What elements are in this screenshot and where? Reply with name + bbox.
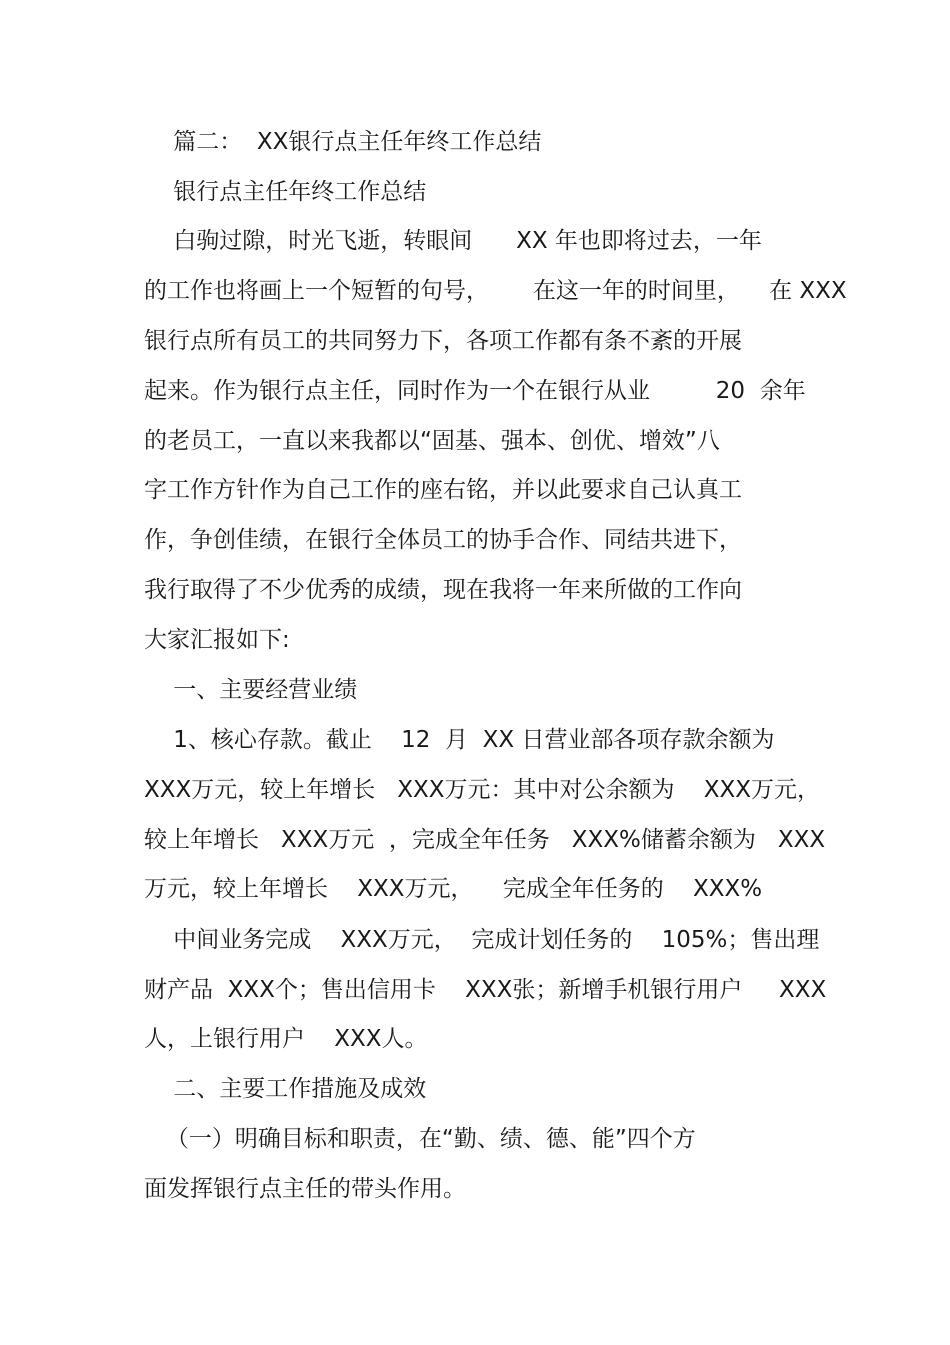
section-heading-1: 一、主要经营业绩 — [144, 677, 358, 703]
paragraph-line: 白驹过隙，时光飞逝，转眼间 XX 年也即将过去，一年 — [144, 228, 762, 254]
paragraph-line: 大家汇报如下: — [144, 627, 290, 653]
paragraph-line: 面发挥银行点主任的带头作用。 — [144, 1176, 466, 1202]
paragraph-line: 万元，较上年增长 XXX万元， 完成全年任务的 XXX% — [144, 876, 763, 902]
paragraph-line: 字工作方针作为自己工作的座右铭，并以此要求自己认真工 — [144, 477, 742, 503]
paragraph-line: XXX万元，较上年增长 XXX万元：其中对公余额为 XXX万元， — [144, 777, 820, 803]
section-heading-2: 二、主要工作措施及成效 — [144, 1076, 427, 1102]
paragraph-line: 的工作也将画上一个短暂的句号， 在这一年的时间里， 在 XXX — [144, 278, 847, 304]
paragraph-line: 财产品 XXX个；售出信用卡 XXX张；新增手机银行用户 XXX — [144, 977, 827, 1003]
paragraph-line: 我行取得了不少优秀的成绩，现在我将一年来所做的工作向 — [144, 577, 742, 603]
paragraph-line: 起来。作为银行点主任，同时作为一个在银行从业 20 余年 — [144, 378, 806, 404]
paragraph-line: 作，争创佳绩，在银行全体员工的协手合作、同结共进下， — [144, 527, 742, 553]
paragraph-line: 1、核心存款。截止 12 月 XX 日营业部各项存款余额为 — [144, 727, 775, 753]
subsection-heading: （一）明确目标和职责，在“勤、绩、德、能”四个方 — [144, 1126, 696, 1152]
heading-subtitle: 银行点主任年终工作总结 — [144, 179, 427, 205]
paragraph-line: 中间业务完成 XXX万元， 完成计划任务的 105%；售出理 — [144, 927, 820, 953]
heading-title: 篇二： XX银行点主任年终工作总结 — [144, 129, 542, 155]
paragraph-line: 人，上银行用户 XXX人。 — [144, 1026, 428, 1052]
paragraph-line: 银行点所有员工的共同努力下，各项工作都有条不紊的开展 — [144, 328, 742, 354]
paragraph-line: 的老员工，一直以来我都以“固基、强本、创优、增效”八 — [144, 428, 720, 454]
paragraph-line: 较上年增长 XXX万元 ，完成全年任务 XXX%储蓄余额为 XXX — [144, 827, 826, 853]
